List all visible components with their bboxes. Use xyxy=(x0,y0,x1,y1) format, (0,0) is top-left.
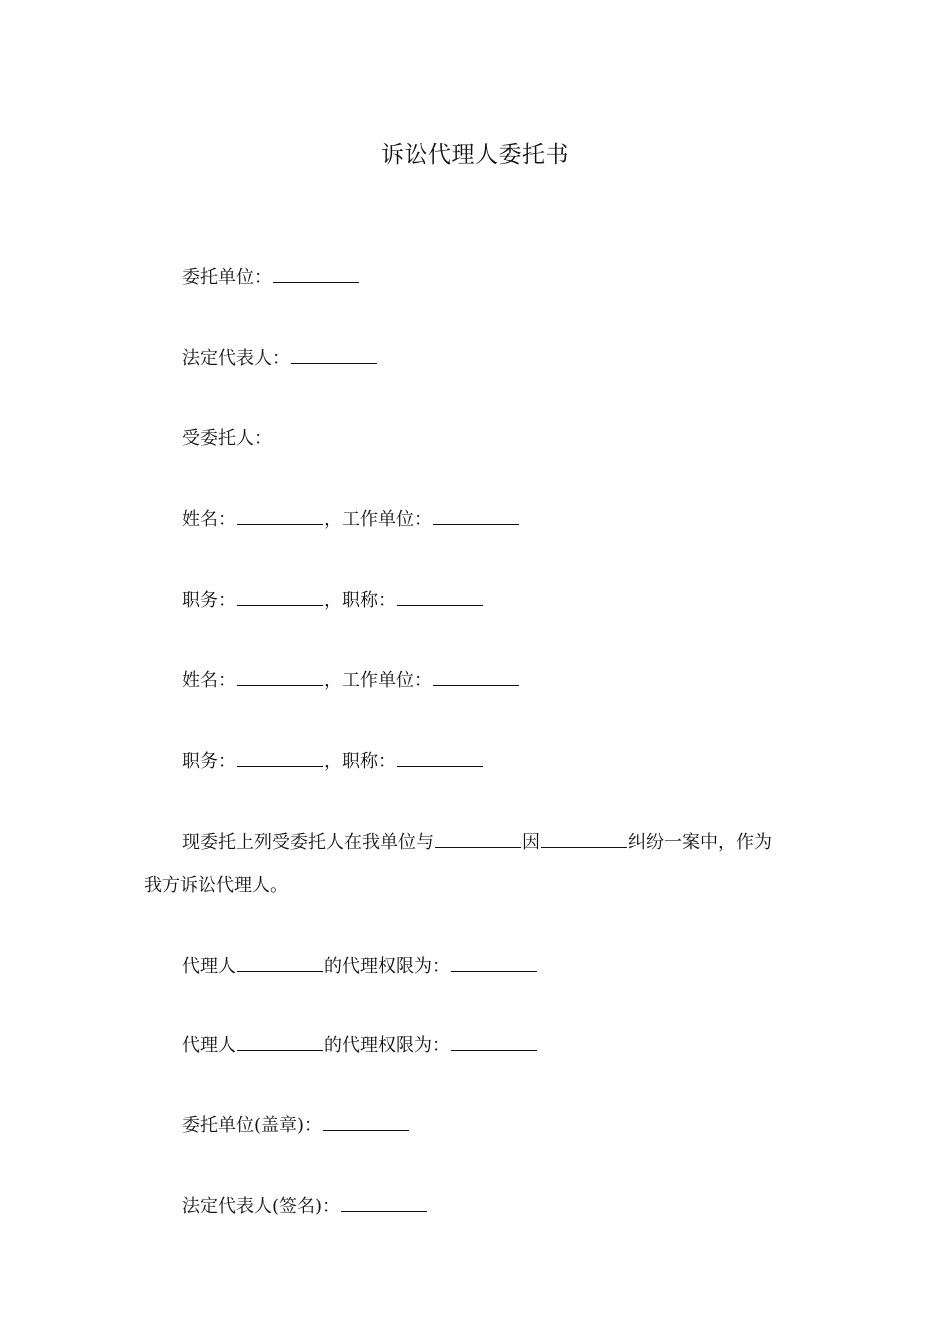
agent1-duty-blank[interactable] xyxy=(237,587,323,606)
seal-blank[interactable] xyxy=(323,1112,409,1131)
agent1-duty-line xyxy=(182,587,484,614)
signature-blank[interactable] xyxy=(341,1193,427,1212)
agent2-title-blank[interactable] xyxy=(397,748,483,767)
legal-rep-line xyxy=(182,345,378,372)
agent2-duty-label: 职务： xyxy=(182,751,236,772)
signature-line xyxy=(182,1193,428,1220)
separator: ， xyxy=(324,670,342,691)
authority2-prefix: 代理人 xyxy=(182,1035,236,1056)
principal-label: 委托单位： xyxy=(182,267,272,288)
agents-heading xyxy=(182,426,272,452)
document-title: 诉讼代理人委托书 xyxy=(381,142,569,168)
principal-line xyxy=(182,264,360,291)
agent2-title-label: 职称： xyxy=(342,751,396,772)
authority2-agent-blank[interactable] xyxy=(237,1032,323,1051)
agent2-work-label: 工作单位： xyxy=(342,670,432,691)
agent1-duty-label: 职务： xyxy=(182,590,236,611)
agent2-name-label: 姓名： xyxy=(182,670,236,691)
opposing-party-blank[interactable] xyxy=(435,829,521,848)
entrust-text-part1: 现委托上列受委托人在我单位与 xyxy=(182,832,434,853)
seal-line xyxy=(182,1112,410,1139)
seal-label: 委托单位(盖章)： xyxy=(182,1115,323,1136)
agents-heading-label: 受委托人： xyxy=(182,428,272,449)
separator: ， xyxy=(324,590,342,611)
authority1-agent-blank[interactable] xyxy=(237,953,323,972)
authority1-suffix: 的代理权限为： xyxy=(324,956,450,977)
agent1-name-label: 姓名： xyxy=(182,509,236,530)
authority2-suffix: 的代理权限为： xyxy=(324,1035,450,1056)
agent1-title-label: 职称： xyxy=(342,590,396,611)
agent1-title-blank[interactable] xyxy=(397,587,483,606)
entrust-text-part3: 纠纷一案中，作为 xyxy=(628,832,772,853)
principal-blank[interactable] xyxy=(273,264,359,283)
authority2-line xyxy=(182,1032,538,1059)
agent1-name-line xyxy=(182,506,520,533)
agent1-work-label: 工作单位： xyxy=(342,509,432,530)
legal-rep-blank[interactable] xyxy=(291,345,377,364)
legal-rep-label: 法定代表人： xyxy=(182,348,290,369)
entrust-paragraph-line1 xyxy=(182,829,772,856)
separator: ， xyxy=(324,751,342,772)
entrust-paragraph-line2 xyxy=(144,873,288,899)
separator: ， xyxy=(324,509,342,530)
agent1-name-blank[interactable] xyxy=(237,506,323,525)
signature-label: 法定代表人(签名)： xyxy=(182,1196,341,1217)
entrust-text-part2: 因 xyxy=(522,832,540,853)
authority1-line xyxy=(182,953,538,980)
agent2-name-blank[interactable] xyxy=(237,667,323,686)
agent2-duty-line xyxy=(182,748,484,775)
agent2-work-blank[interactable] xyxy=(433,667,519,686)
authority1-prefix: 代理人 xyxy=(182,956,236,977)
dispute-cause-blank[interactable] xyxy=(541,829,627,848)
authority1-scope-blank[interactable] xyxy=(451,953,537,972)
agent2-duty-blank[interactable] xyxy=(237,748,323,767)
entrust-text-cont: 我方诉讼代理人。 xyxy=(144,875,288,896)
agent1-work-blank[interactable] xyxy=(433,506,519,525)
agent2-name-line xyxy=(182,667,520,694)
authority2-scope-blank[interactable] xyxy=(451,1032,537,1051)
